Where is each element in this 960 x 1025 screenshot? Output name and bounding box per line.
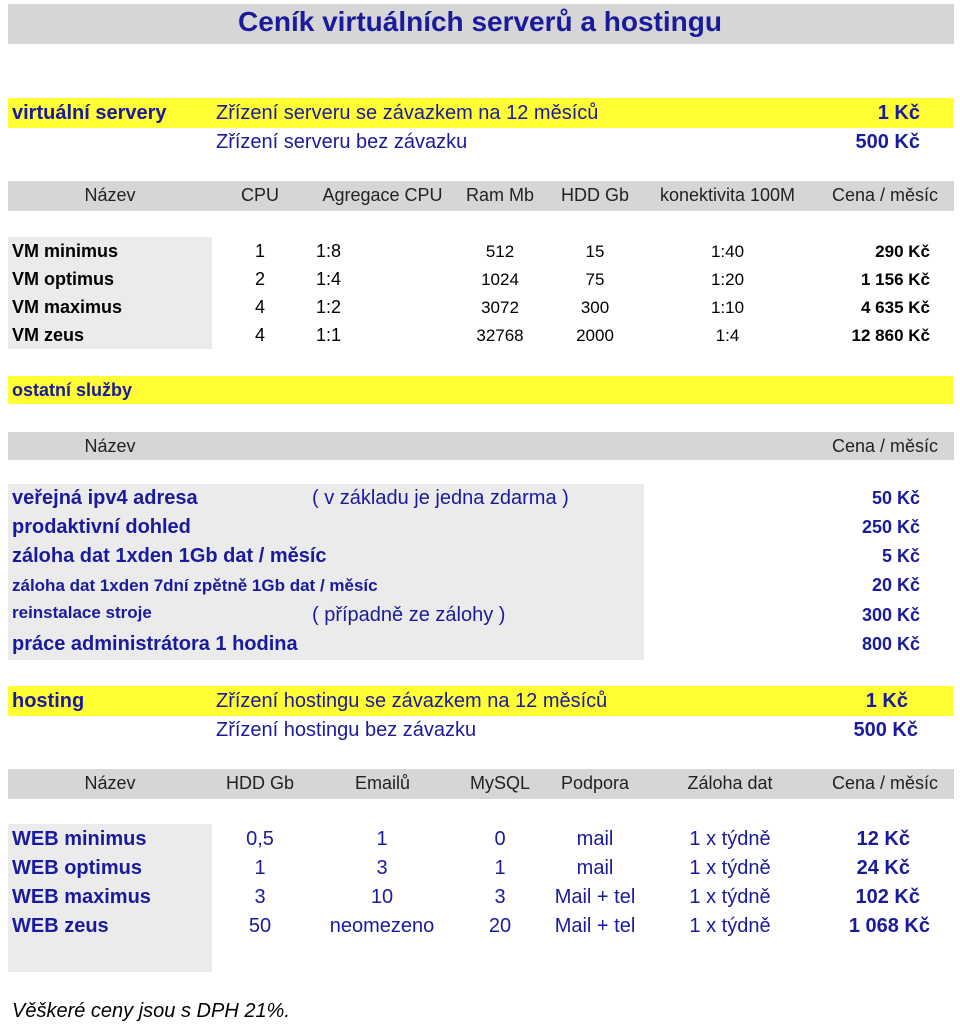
vps-header-connectivity: konektivita 100M: [659, 185, 796, 205]
other-row-4-price: 20 Kč: [871, 575, 920, 595]
hosting-row-3-price: 102 Kč: [855, 886, 920, 908]
other-section-label: ostatní služby: [12, 380, 133, 400]
hosting-row-2-price: 24 Kč: [856, 857, 910, 879]
hosting-header-emails: Emailů: [354, 773, 411, 793]
vps-setup-nocommit-label: Zřízení serveru bez závazku: [216, 131, 468, 153]
hosting-header-hdd: HDD Gb: [225, 773, 294, 793]
vat-note: Věškeré ceny jsou s DPH 21%.: [12, 1000, 290, 1022]
hosting-header-mysql: MySQL: [469, 773, 530, 793]
hosting-row-1-mysql: 0: [494, 828, 506, 850]
other-row-1-name: veřejná ipv4 adresa: [12, 487, 198, 509]
vps-row-1-price: 290 Kč: [875, 242, 930, 261]
vps-row-3-ram: 3072: [481, 298, 519, 317]
hosting-row-4-emails: neomezeno: [329, 915, 435, 937]
vps-row-2-hdd: 75: [585, 270, 605, 289]
hosting-row-4-hdd: 50: [248, 915, 272, 937]
hosting-row-2-support: mail: [576, 857, 614, 879]
vps-setup-commit-price: 1 Kč: [877, 102, 920, 124]
other-row-6-name: práce administrátora 1 hodina: [12, 633, 298, 655]
vps-row-4-hdd: 2000: [576, 326, 614, 345]
vps-row-2-conn: 1:20: [710, 270, 745, 289]
hosting-setup-nocommit-label: Zřízení hostingu bez závazku: [216, 719, 477, 741]
hosting-row-3-hdd: 3: [254, 886, 266, 908]
hosting-header-name: Název: [84, 773, 136, 793]
hosting-header-price: Cena / měsíc: [831, 773, 939, 793]
other-row-4-name: záloha dat 1xden 7dní zpětně 1Gb dat / měsíc: [12, 576, 378, 595]
vps-row-1-cpu: 1: [254, 241, 265, 261]
vps-row-4-ram: 32768: [476, 326, 524, 345]
vps-header-cpu-aggregation: Agregace CPU: [322, 185, 443, 205]
vps-row-2-name: VM optimus: [12, 269, 114, 289]
hosting-row-4-price: 1 068 Kč: [848, 915, 930, 937]
vps-row-1-conn: 1:40: [710, 242, 745, 261]
hosting-row-1-backup: 1 x týdně: [689, 828, 771, 850]
other-row-3-price: 5 Kč: [881, 546, 920, 566]
hosting-row-3-support: Mail + tel: [554, 886, 636, 908]
hosting-row-1-price: 12 Kč: [856, 828, 910, 850]
vps-row-4-conn: 1:4: [715, 326, 740, 345]
other-row-6-price: 800 Kč: [861, 634, 920, 654]
hosting-header-support: Podpora: [560, 773, 630, 793]
other-row-2-price: 250 Kč: [861, 517, 920, 537]
hosting-row-1-name: WEB minimus: [12, 828, 147, 850]
other-row-1-note: ( v základu je jedna zdarma ): [312, 487, 569, 509]
other-row-3-name: záloha dat 1xden 1Gb dat / měsíc: [12, 545, 327, 567]
vps-header-cpu: CPU: [240, 185, 279, 205]
vps-row-3-cpu: 4: [254, 297, 265, 317]
hosting-row-1-emails: 1: [376, 828, 388, 850]
hosting-setup-nocommit-price: 500 Kč: [853, 719, 918, 741]
hosting-row-3-mysql: 3: [494, 886, 506, 908]
hosting-row-3-backup: 1 x týdně: [689, 886, 771, 908]
hosting-row-4-name: WEB zeus: [12, 915, 109, 937]
hosting-row-2-emails: 3: [376, 857, 388, 879]
vps-row-1-hdd: 15: [585, 242, 605, 261]
hosting-header-backup: Záloha dat: [687, 773, 773, 793]
other-row-5-price: 300 Kč: [861, 605, 920, 625]
hosting-row-3-emails: 10: [370, 886, 394, 908]
hosting-row-2-mysql: 1: [494, 857, 506, 879]
vps-header-ram: Ram Mb: [465, 185, 534, 205]
vps-row-1-name: VM minimus: [12, 241, 119, 261]
hosting-row-1-hdd: 0,5: [246, 828, 274, 850]
vps-row-3-agg: 1:2: [316, 297, 342, 317]
other-row-1-price: 50 Kč: [871, 488, 920, 508]
vps-header-price: Cena / měsíc: [831, 185, 939, 205]
vps-row-4-price: 12 860 Kč: [851, 326, 930, 345]
hosting-row-2-name: WEB optimus: [12, 857, 142, 879]
vps-row-2-agg: 1:4: [316, 269, 342, 289]
hosting-row-4-mysql: 20: [488, 915, 512, 937]
vps-row-4-agg: 1:1: [316, 325, 342, 345]
vps-setup-nocommit-price: 500 Kč: [855, 131, 920, 153]
vps-row-1-agg: 1:8: [316, 241, 342, 261]
hosting-section-label: hosting: [12, 690, 85, 712]
vps-row-2-cpu: 2: [254, 269, 265, 289]
other-row-5-note: ( případně ze zálohy ): [312, 604, 506, 626]
vps-section-label: virtuální servery: [12, 102, 167, 124]
other-header-price: Cena / měsíc: [831, 436, 939, 456]
hosting-row-1-support: mail: [576, 828, 614, 850]
vps-header-hdd: HDD Gb: [560, 185, 629, 205]
vps-row-3-hdd: 300: [580, 298, 610, 317]
vps-setup-commit-label: Zřízení serveru se závazkem na 12 měsíců: [216, 102, 599, 124]
hosting-setup-commit-price: 1 Kč: [865, 690, 908, 712]
vps-row-3-name: VM maximus: [12, 297, 123, 317]
other-header-name: Název: [84, 436, 136, 456]
vps-header-name: Název: [84, 185, 136, 205]
vps-row-2-price: 1 156 Kč: [861, 270, 930, 289]
other-row-2-name: prodaktivní dohled: [12, 516, 191, 538]
other-row-5-name: reinstalace stroje: [12, 603, 152, 622]
vps-row-4-name: VM zeus: [12, 325, 85, 345]
hosting-setup-commit-label: Zřízení hostingu se závazkem na 12 měsíců: [216, 690, 608, 712]
vps-row-1-ram: 512: [485, 242, 515, 261]
other-section-band: [8, 376, 954, 404]
hosting-row-2-backup: 1 x týdně: [689, 857, 771, 879]
hosting-row-3-name: WEB maximus: [12, 886, 151, 908]
vps-row-4-cpu: 4: [254, 325, 265, 345]
hosting-row-2-hdd: 1: [254, 857, 266, 879]
vps-row-3-price: 4 635 Kč: [861, 298, 930, 317]
vps-row-3-conn: 1:10: [710, 298, 745, 317]
vps-row-2-ram: 1024: [481, 270, 519, 289]
hosting-row-4-backup: 1 x týdně: [689, 915, 771, 937]
page-title: Ceník virtuálních serverů a hostingu: [238, 6, 722, 37]
hosting-row-4-support: Mail + tel: [554, 915, 636, 937]
